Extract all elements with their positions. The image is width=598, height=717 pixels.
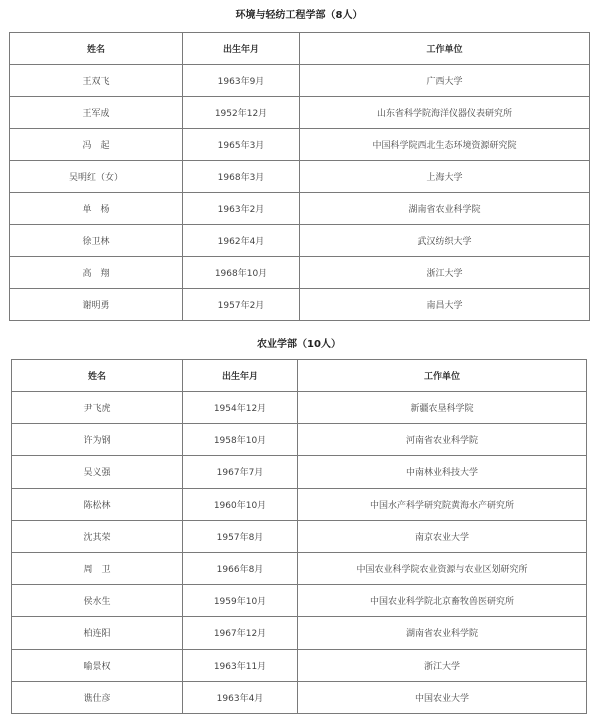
cell-birth: 1952年12月 [183,97,300,129]
cell-name: 尹飞虎 [12,392,183,424]
header-name: 姓名 [12,360,183,392]
cell-name: 谯仕彦 [12,681,183,713]
table-agriculture [11,359,587,714]
table-row [12,552,587,584]
table-row [12,392,587,424]
cell-name: 陈松林 [12,488,183,520]
cell-employer: 中国科学院西北生态环境资源研究院 [300,129,590,161]
cell-employer: 山东省科学院海洋仪器仪表研究所 [300,97,590,129]
cell-employer: 湖南省农业科学院 [300,193,590,225]
cell-employer: 湖南省农业科学院 [298,617,587,649]
cell-birth: 1968年3月 [183,161,300,193]
cell-name: 许为钢 [12,424,183,456]
cell-birth: 1957年2月 [183,289,300,321]
cell-employer: 广西大学 [300,65,590,97]
section-title-agriculture: 农业学部（10人） [257,339,341,350]
cell-birth: 1959年10月 [183,585,298,617]
cell-birth: 1965年3月 [183,129,300,161]
cell-birth: 1967年12月 [183,617,298,649]
cell-employer: 中南林业科技大学 [298,456,587,488]
cell-birth: 1963年9月 [183,65,300,97]
cell-name: 高 翔 [10,257,183,289]
cell-name: 徐卫林 [10,225,183,257]
cell-employer: 中国农业科学院北京畜牧兽医研究所 [298,585,587,617]
cell-employer: 新疆农垦科学院 [298,392,587,424]
cell-employer: 河南省农业科学院 [298,424,587,456]
header-birth: 出生年月 [183,360,298,392]
cell-birth: 1954年12月 [183,392,298,424]
table-row [12,488,587,520]
cell-birth: 1957年8月 [183,520,298,552]
cell-name: 冯 起 [10,129,183,161]
table-row [12,649,587,681]
table-row [10,97,590,129]
cell-employer: 南昌大学 [300,289,590,321]
cell-employer: 中国农业大学 [298,681,587,713]
table-row [12,585,587,617]
cell-name: 吴义强 [12,456,183,488]
cell-employer: 中国水产科学研究院黄海水产研究所 [298,488,587,520]
cell-name: 谢明勇 [10,289,183,321]
cell-birth: 1963年11月 [183,649,298,681]
header-name: 姓名 [10,33,183,65]
table-row [10,161,590,193]
cell-name: 王双飞 [10,65,183,97]
header-birth: 出生年月 [183,33,300,65]
cell-employer: 中国农业科学院农业资源与农业区划研究所 [298,552,587,584]
cell-name: 周 卫 [12,552,183,584]
table-row [12,617,587,649]
cell-employer: 浙江大学 [300,257,590,289]
header-employer: 工作单位 [298,360,587,392]
table-row [10,289,590,321]
table-row [10,129,590,161]
cell-employer: 南京农业大学 [298,520,587,552]
cell-employer: 浙江大学 [298,649,587,681]
header-employer: 工作单位 [300,33,590,65]
cell-employer: 上海大学 [300,161,590,193]
section-title-environment: 环境与轻纺工程学部（8人） [235,10,363,21]
table-row [10,257,590,289]
table-row [12,456,587,488]
cell-name: 吴明红（女） [10,161,183,193]
cell-birth: 1963年4月 [183,681,298,713]
table-row [10,225,590,257]
cell-name: 侯水生 [12,585,183,617]
cell-birth: 1968年10月 [183,257,300,289]
table-row [12,520,587,552]
cell-name: 王军成 [10,97,183,129]
cell-birth: 1966年8月 [183,552,298,584]
table-row [10,193,590,225]
cell-name: 沈其荣 [12,520,183,552]
cell-name: 喻景权 [12,649,183,681]
table-header-row [12,360,587,392]
cell-birth: 1960年10月 [183,488,298,520]
cell-birth: 1963年2月 [183,193,300,225]
table-row [12,681,587,713]
table-header-row [10,33,590,65]
cell-birth: 1958年10月 [183,424,298,456]
table-environment [9,32,590,321]
table-row [10,65,590,97]
cell-name: 单 杨 [10,193,183,225]
table-row [12,424,587,456]
cell-birth: 1967年7月 [183,456,298,488]
cell-employer: 武汉纺织大学 [300,225,590,257]
cell-name: 柏连阳 [12,617,183,649]
cell-birth: 1962年4月 [183,225,300,257]
